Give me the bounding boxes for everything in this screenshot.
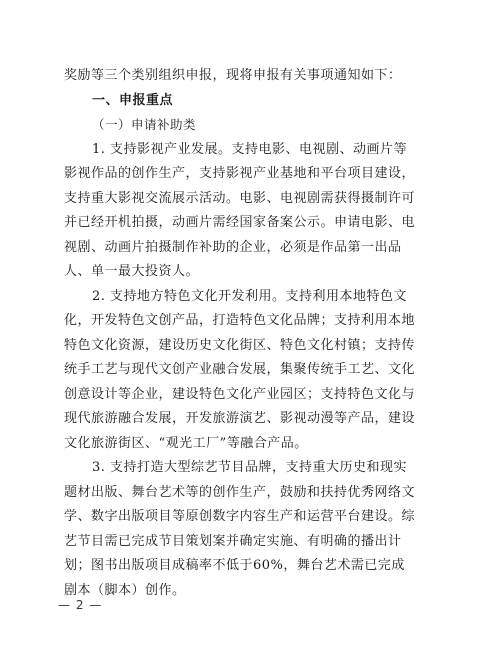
paragraph-line: 并已经开机拍摄，动画片需经国家备案公示。申请电影、电 — [64, 215, 416, 230]
paragraph-line: 剧本（脚本）创作。 — [64, 582, 186, 598]
subsection-heading: （一）申请补助类 — [92, 117, 197, 132]
paragraph-line: 2. 支持地方特色文化开发利用。支持利用本地特色文 — [92, 288, 408, 304]
paragraph-line: 化，开发特色文创产品，打造特色文化品牌；支持利用本地 — [64, 313, 416, 328]
paragraph-line: 现代旅游融合发展，开发旅游演艺、影视动漫等产品，建设 — [64, 411, 416, 426]
paragraph-line: 艺节目需已完成节目策划案并确定实施、有明确的播出计 — [64, 533, 402, 549]
page-number: — 2 — — [58, 598, 103, 612]
document-body — [64, 64, 432, 603]
paragraph-line: 支持重大影视交流展示活动。电影、电视剧需获得摄制许可 — [64, 190, 416, 206]
paragraph-line: 创意设计等企业，建设特色文化产业园区；支持特色文化与 — [64, 386, 416, 402]
paragraph-line: 视剧、动画片拍摄制作补助的企业，必须是作品第一出品 — [64, 239, 402, 255]
paragraph-line: 统手工艺与现代文创产业融合发展，集聚传统手工艺、文化 — [64, 362, 416, 377]
paragraph-line: 影视作品的创作生产，支持影视产业基地和平台项目建设， — [64, 166, 416, 181]
paragraph-2 — [64, 285, 432, 457]
intro-line: 奖励等三个类别组织申报，现将申报有关事项通知如下： — [64, 68, 402, 83]
section-heading: 一、申报重点 — [92, 92, 174, 108]
paragraph-line: 3. 支持打造大型综艺节目品牌，支持重大历史和现实 — [92, 460, 408, 475]
paragraph-1 — [64, 138, 432, 285]
paragraph-line: 题材出版、舞台艺术等的创作生产，鼓励和扶持优秀网络文 — [64, 484, 416, 500]
paragraph-3 — [64, 456, 432, 603]
paragraph-line: 1. 支持影视产业发展。支持电影、电视剧、动画片等 — [92, 141, 408, 157]
paragraph-line: 文化旅游街区、“观光工厂”等融合产品。 — [64, 435, 308, 451]
paragraph-line: 特色文化资源，建设历史文化街区、特色文化村镇；支持传 — [64, 337, 416, 353]
paragraph-line: 人、单一最大投资人。 — [64, 264, 200, 279]
paragraph-line: 划；图书出版项目成稿率不低于60%，舞台艺术需已完成 — [64, 558, 405, 573]
paragraph-line: 学、数字出版项目等原创数字内容生产和运营平台建设。综 — [64, 509, 416, 524]
